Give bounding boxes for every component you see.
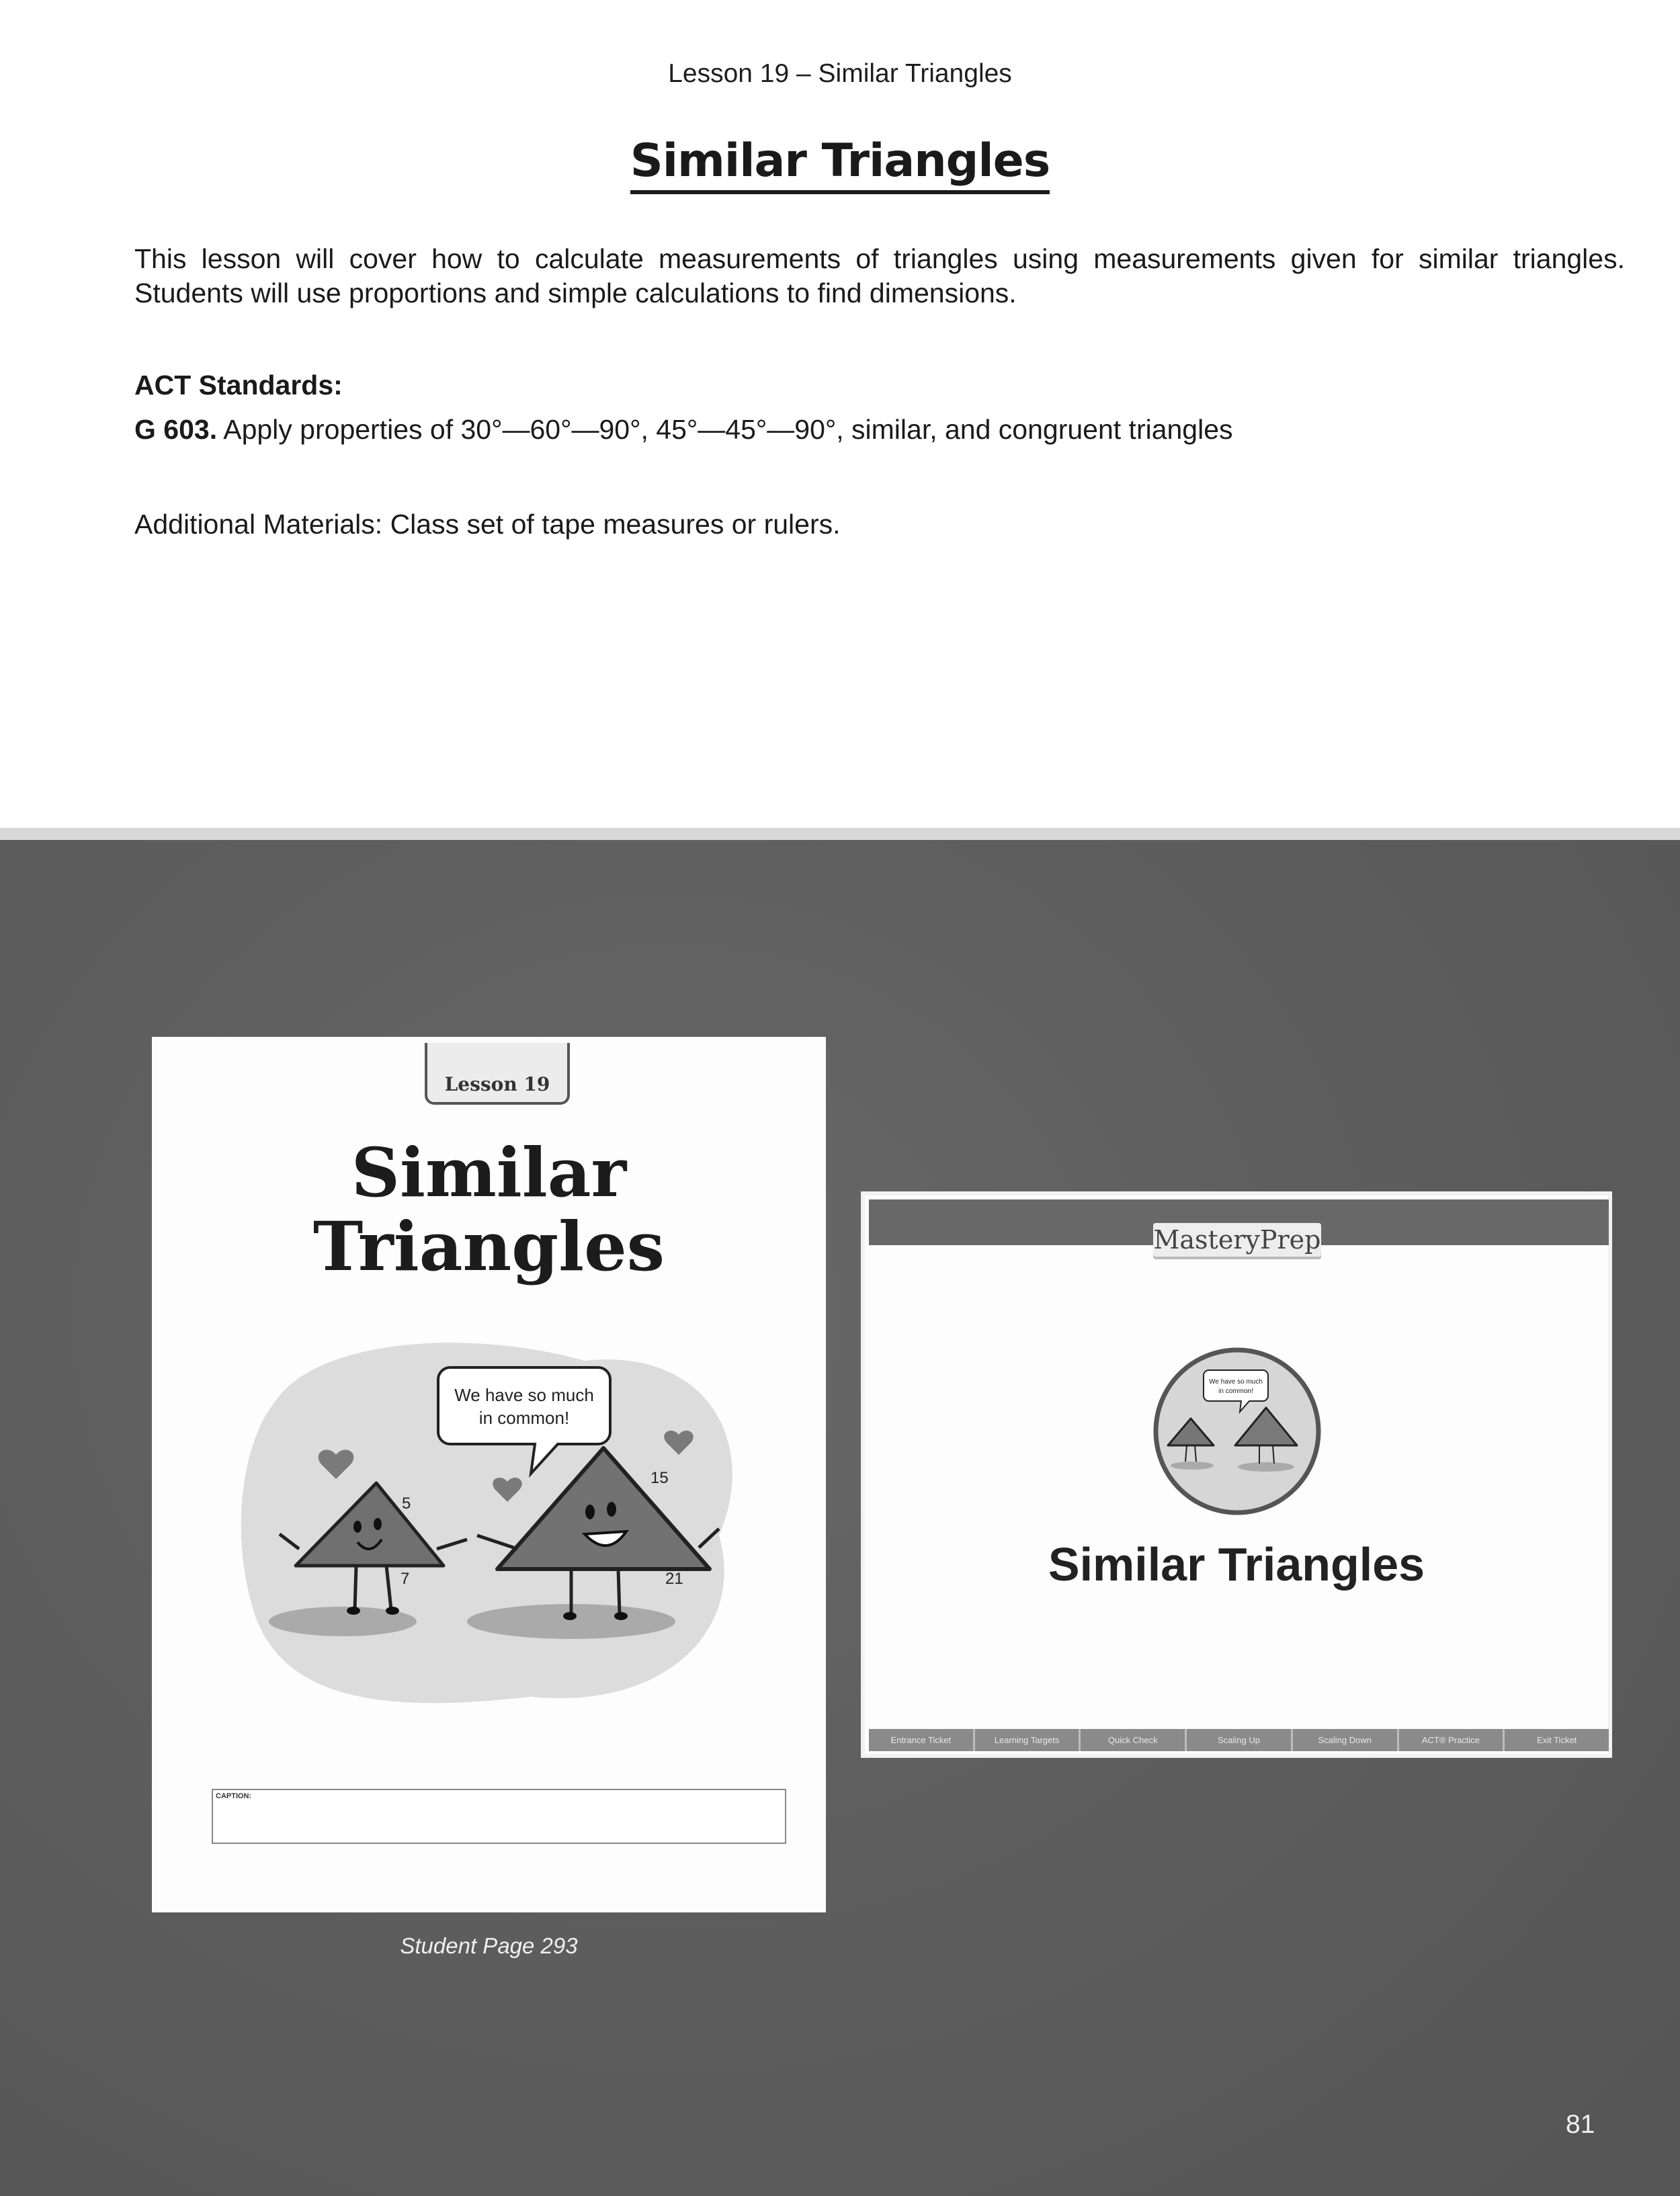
page-title <box>0 134 1680 187</box>
student-page-title <box>152 1133 826 1286</box>
nav-learning-targets: Learning Targets <box>975 1729 1081 1751</box>
lesson-tab-label: Lesson 19 <box>444 1073 550 1095</box>
standard-item <box>134 414 1233 446</box>
small-base-label: 7 <box>401 1570 410 1588</box>
student-title-line2: Triangles <box>312 1207 665 1286</box>
student-page-label: Student Page 293 <box>400 1933 578 1958</box>
nav-quick-check: Quick Check <box>1081 1729 1187 1751</box>
speech-line1: We have so much <box>454 1385 594 1405</box>
additional-materials: Additional Materials: Class set of tape measures or rulers. <box>134 509 841 540</box>
page-number: 81 <box>1566 2110 1595 2139</box>
nav-scaling-down: Scaling Down <box>1293 1729 1399 1751</box>
student-title-line1: Similar <box>351 1133 627 1212</box>
slide-nav-bar <box>869 1729 1609 1751</box>
page-title-text: Similar Triangles <box>630 134 1050 194</box>
small-side-label: 5 <box>402 1494 411 1513</box>
masteryprep-logo: MasteryPrep <box>1153 1223 1321 1257</box>
slide-title: Similar Triangles <box>1048 1538 1425 1591</box>
caption-label: CAPTION: <box>216 1792 252 1800</box>
triangles-illustration <box>235 1334 746 1710</box>
standards-heading: ACT Standards: <box>134 370 343 400</box>
intro-paragraph: This lesson will cover how to calculate measurements of triangles using measurements given for similar triangles. Students will use proportions and simple calculations to find dimensions. <box>134 243 1625 308</box>
caption-box <box>212 1789 786 1844</box>
nav-scaling-up: Scaling Up <box>1187 1729 1293 1751</box>
nav-exit-ticket: Exit Ticket <box>1537 1735 1577 1745</box>
running-header: Lesson 19 – Similar Triangles <box>668 59 1012 88</box>
slide-speech-line2: in common! <box>1218 1388 1253 1395</box>
slide-speech-line1: We have so much <box>1209 1378 1263 1386</box>
standard-text: Apply properties of 30°—60°—90°, 45°—45°—90°, similar, and congruent triangles <box>223 414 1233 445</box>
large-side-label: 15 <box>650 1469 669 1487</box>
slide-illustration <box>1152 1346 1322 1517</box>
large-base-label: 21 <box>665 1570 683 1588</box>
standard-code: G 603. <box>134 414 218 445</box>
speech-line2: in common! <box>478 1408 570 1428</box>
nav-act-practice: ACT® Practice <box>1399 1729 1505 1751</box>
nav-entrance-ticket: Entrance Ticket <box>869 1729 975 1751</box>
lesson-tab <box>425 1043 570 1105</box>
